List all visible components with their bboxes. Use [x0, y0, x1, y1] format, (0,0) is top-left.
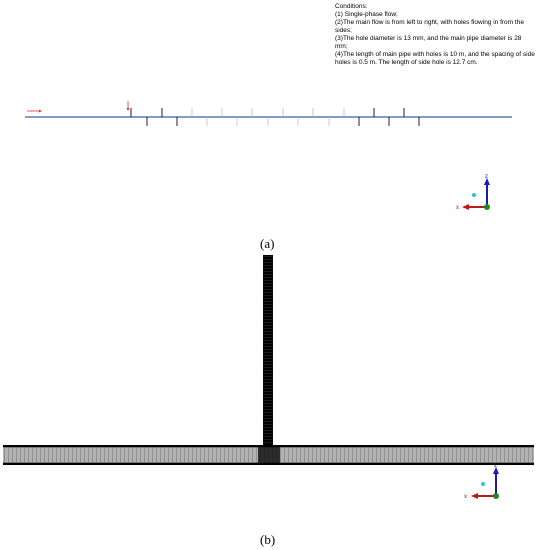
flow-direction-arrow — [27, 110, 42, 113]
side-hole-mesh — [263, 255, 273, 449]
axis-triad-a — [456, 174, 490, 211]
condition-line-3: (3)The hole diameter is 13 mm, and the main pipe diameter is 28 mm; — [335, 35, 522, 50]
panel-label-b: (b) — [260, 532, 276, 547]
axis-label-x: x — [456, 205, 459, 211]
condition-line-4: (4)The length of main pipe with holes is 10 m, and the spacing of side holes is 0.5 m. The length of side hole is 12.7 cm. — [335, 51, 535, 66]
conditions-heading: Conditions: — [335, 3, 368, 10]
axis-label-z: z — [494, 463, 497, 469]
lower-side-holes — [147, 117, 419, 126]
side-inflow-arrow — [127, 101, 130, 111]
axis-label-x: x — [464, 494, 467, 500]
panel-label-a: (a) — [260, 236, 275, 251]
junction-refinement — [258, 447, 280, 463]
upper-side-holes — [131, 108, 404, 117]
panel-a-schematic — [25, 101, 512, 126]
axis-label-z: z — [485, 174, 488, 180]
panel-b-mesh — [3, 255, 534, 465]
condition-line-1: (1) Single-phase flow; — [335, 11, 398, 18]
axis-triad-b — [464, 463, 499, 500]
condition-line-2: (2)The main flow is from left to right, with holes flowing in from the sides; — [335, 19, 524, 34]
